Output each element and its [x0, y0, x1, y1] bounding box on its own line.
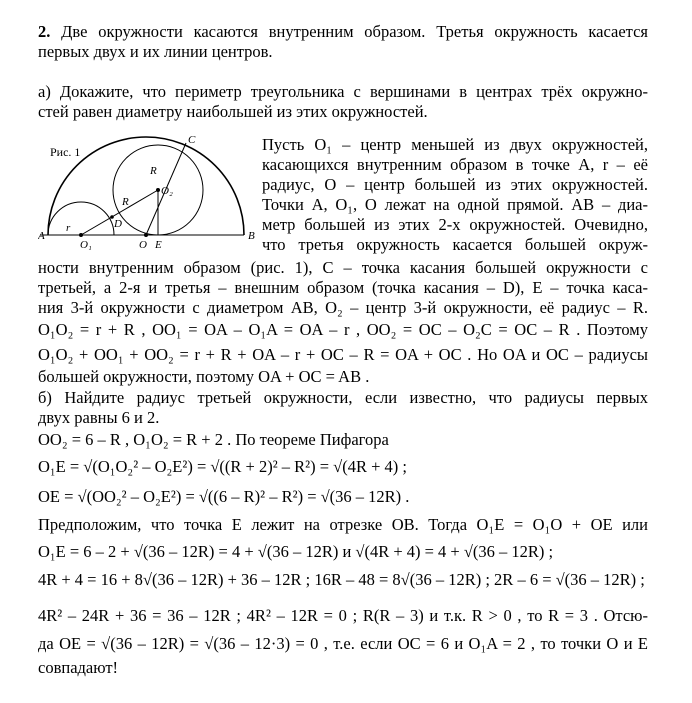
equation-5: O₁E = √(O₁O₂² – O₂E²) = √((R + 2)² – R²) = √(4R + 4) ; — [38, 457, 407, 476]
equation-8: O₁E = 6 – 2 + √(36 – 12R) = 4 + √(36 – 12R) и √(4R + 4) = 4 + √(36 – 12R) ; — [38, 542, 554, 561]
point-o1 — [79, 233, 83, 237]
label-o2: O₂ — [161, 185, 173, 197]
body-line-9: ния 3-й окружности с диаметром AB, O₂ – центр 3-й окружности, её радиус – R. — [38, 298, 648, 317]
part-b-line-1: б) Найдите радиус третьей окружности, если известно, что радиусы первых — [38, 388, 648, 407]
body-line-1: Пусть O₁ – центр меньшей из двух окружностей, — [262, 135, 648, 154]
point-o2 — [156, 188, 160, 192]
label-r-small: r — [66, 222, 71, 234]
problem-statement-line-1 — [38, 22, 648, 42]
label-a: A — [38, 230, 45, 242]
point-o — [144, 233, 148, 237]
figure-caption: Рис. 1 — [50, 145, 81, 159]
equation-9: 4R + 4 = 16 + 8√(36 – 12R) + 36 – 12R ; 16R – 48 = 8√(36 – 12R) ; 2R – 6 = √(36 – 12R) ; — [38, 570, 645, 589]
problem-statement-text: Две окружности касаются внутренним образом. Третья окружность касается — [61, 22, 648, 41]
equation-1: O₁O₂ = r + R , OO₁ = OA – O₁A = OA – r , OO₂ = OC – O₂C = OC – R . Поэтому — [38, 320, 648, 339]
equation-12: совпадают! — [38, 658, 119, 677]
label-e: E — [155, 239, 162, 251]
body-line-4: Точки A, O₁, O лежат на одной прямой. AB – диа- — [262, 195, 648, 214]
equation-10: 4R² – 24R + 36 = 36 – 12R ; 4R² – 12R = 0 ; R(R – 3) и т.к. R > 0 , то R = 3 . Отсю- — [38, 606, 648, 625]
body-line-3: радиус, O – центр большей из этих окружностей. — [262, 175, 648, 194]
body-line-5: метр большей из этих 2-х окружностей. Очевидно, — [262, 215, 648, 234]
label-r-middle: R — [122, 196, 129, 208]
part-a-line-2: стей равен диаметру наибольшей из этих окружностей. — [38, 102, 428, 121]
label-r-upper: R — [150, 165, 157, 177]
part-b-line-2: двух равны 6 и 2. — [38, 408, 160, 427]
small-semicircle — [48, 202, 114, 235]
label-b: B — [248, 230, 255, 242]
body-line-2: касающихся внутренним образом в точке A, r – её — [262, 155, 648, 174]
equation-3: большей окружности, поэтому OA + OC = AB . — [38, 367, 370, 386]
body-line-7: ности внутренним образом (рис. 1), C – точка касания большей окружности с — [38, 258, 648, 277]
label-o: O — [139, 239, 147, 251]
label-d: D — [114, 218, 122, 230]
label-o1: O₁ — [80, 239, 92, 251]
body-line-6: что третья окружность касается большей окруж- — [262, 235, 648, 254]
equation-11: да OE = √(36 – 12R) = √(36 – 12·3) = 0 , т.е. если OC = 6 и O₁A = 2 , то точки O и E — [38, 634, 648, 653]
body-line-8: третьей, а 2-я и третья – внешним образом (точка касания – D), E – точка каса- — [38, 278, 648, 297]
part-a-line-1: а) Докажите, что периметр треугольника с вершинами в центрах трёх окружно- — [38, 82, 648, 101]
problem-number: 2. — [38, 22, 51, 41]
label-c: C — [188, 135, 196, 146]
equation-2: O₁O₂ + OO₁ + OO₂ = r + R + OA – r + OC – R = OA + OC . Но OA и OC – радиусы — [38, 345, 648, 364]
equation-7: Предположим, что точка E лежит на отрезке OB. Тогда O₁E = O₁O + OE или — [38, 515, 648, 534]
problem-statement-line-2: первых двух и их линии центров. — [38, 42, 273, 61]
equation-6: OE = √(OO₂² – O₂E²) = √((6 – R)² – R²) = √(36 – 12R) . — [38, 487, 410, 506]
equation-4: OO₂ = 6 – R , O₁O₂ = R + 2 . По теореме Пифагора — [38, 430, 389, 449]
